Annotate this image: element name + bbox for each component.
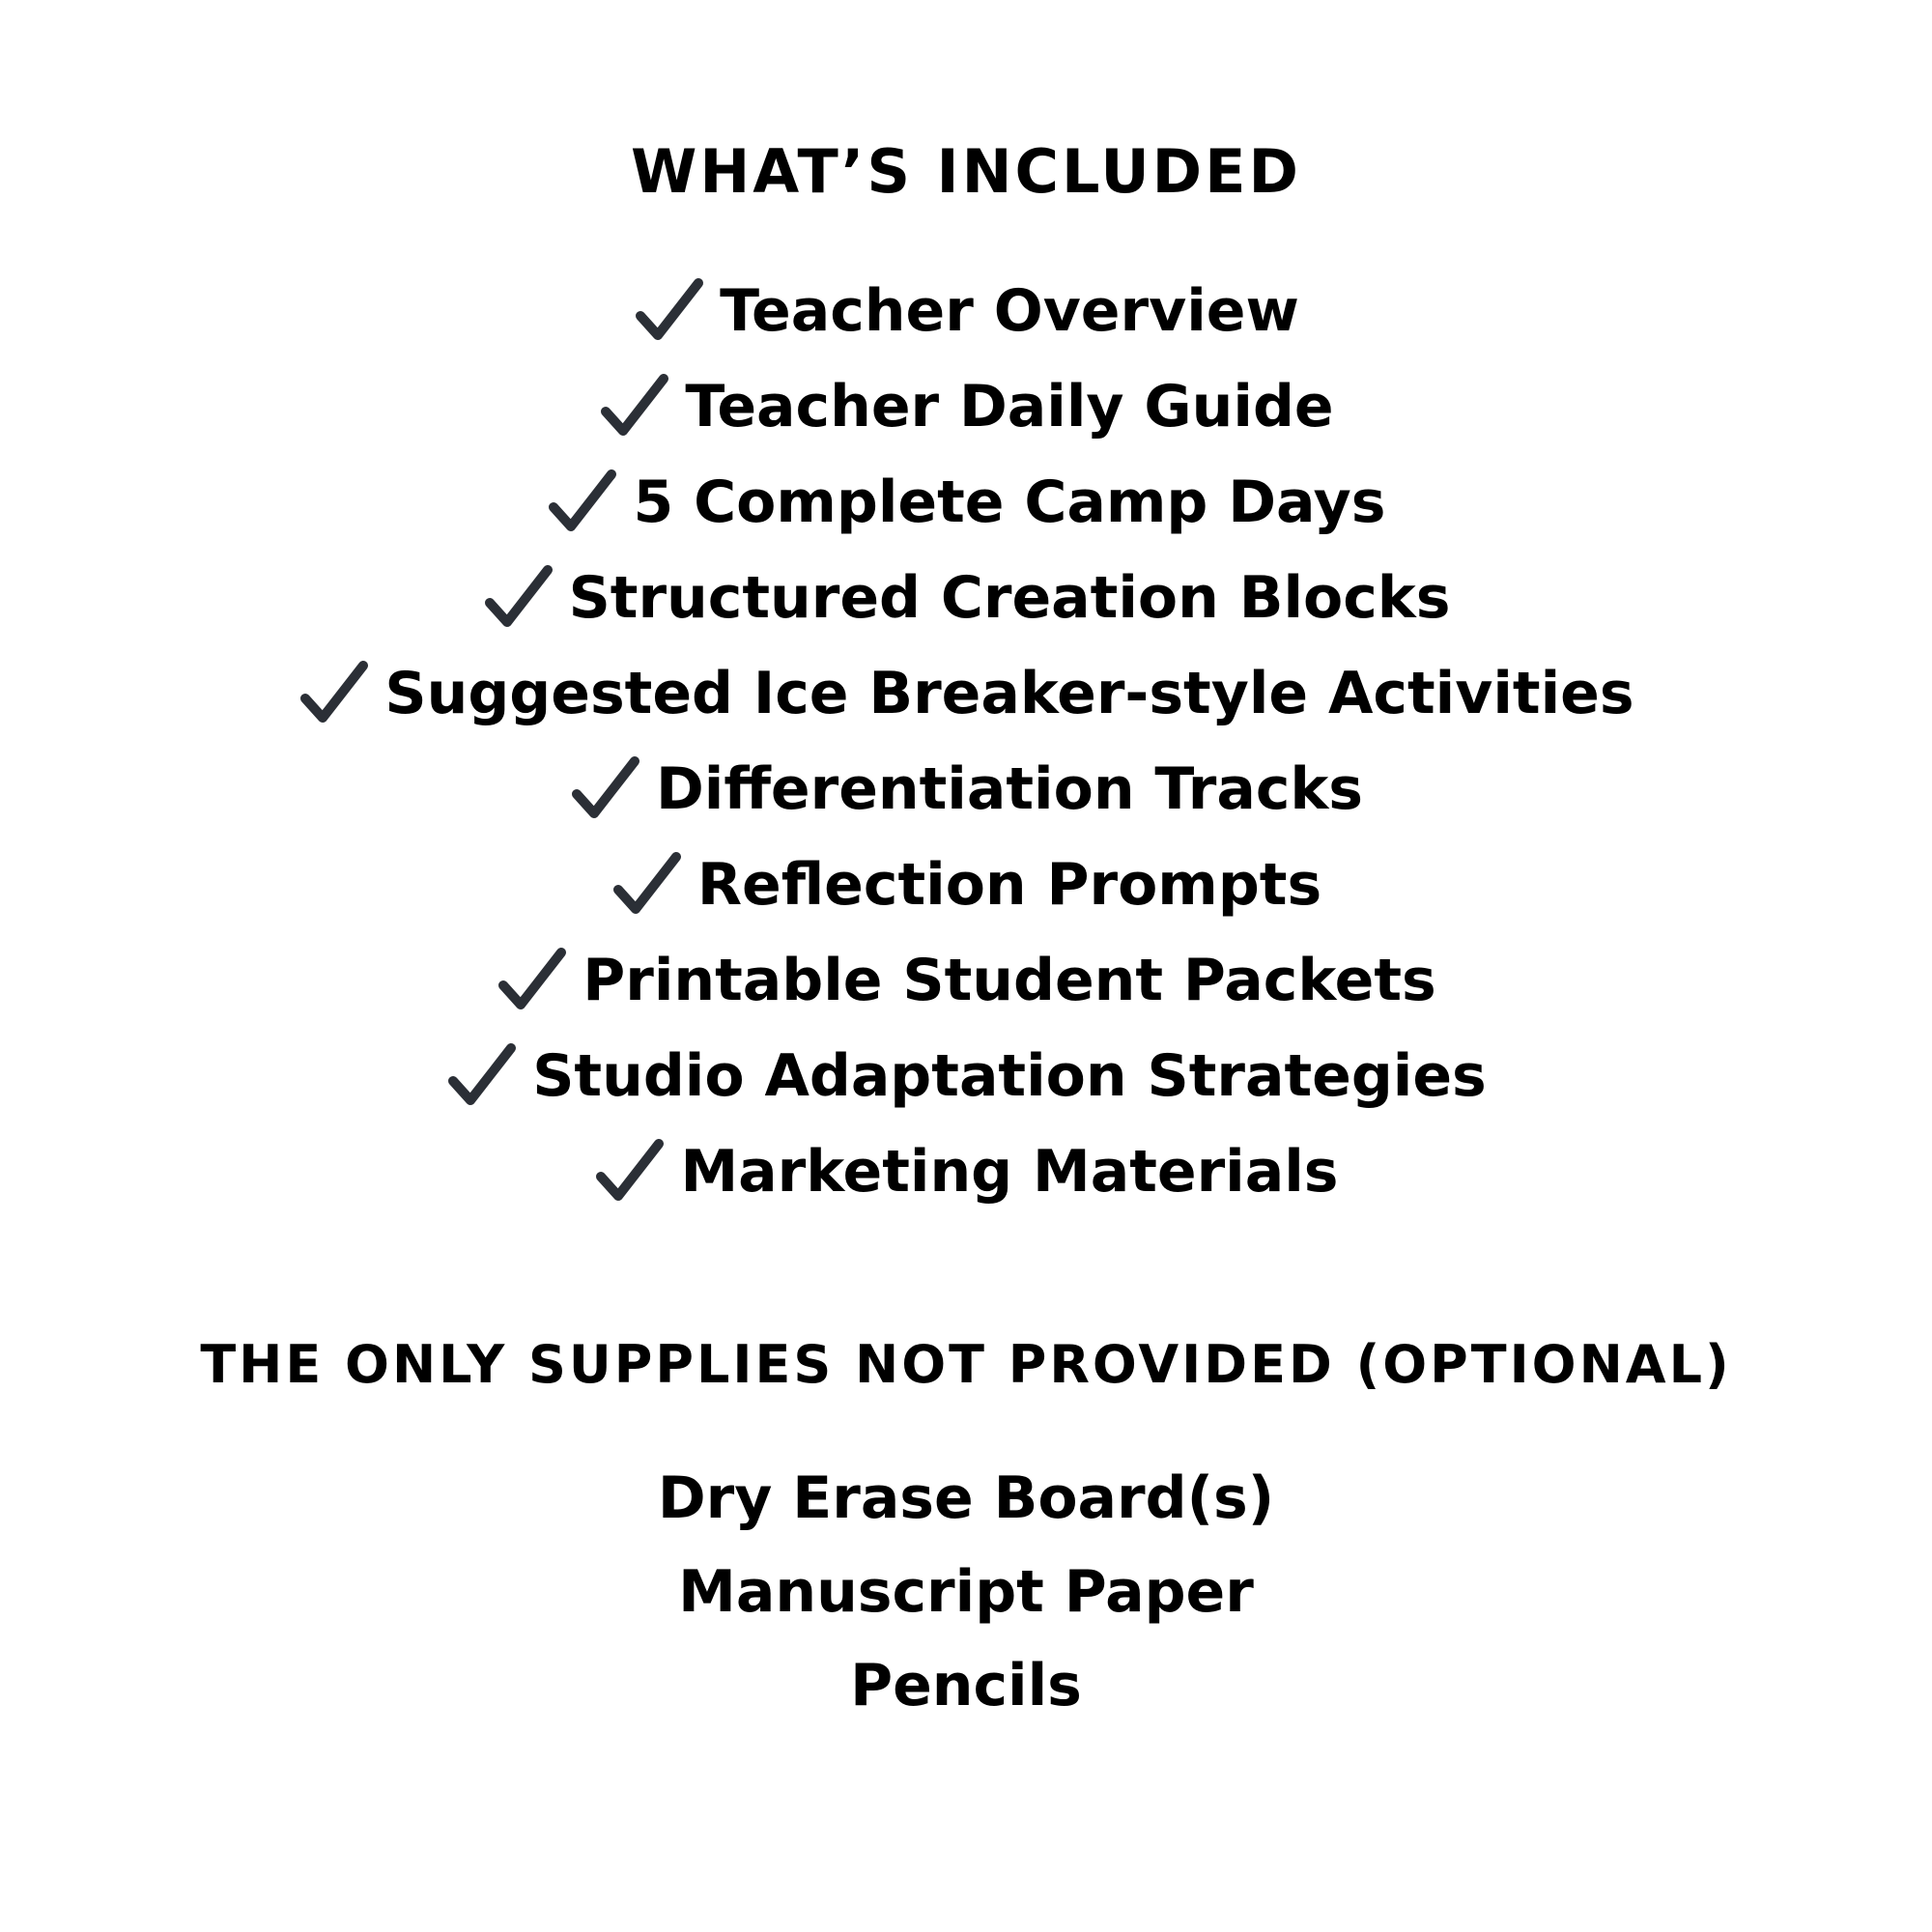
included-item xyxy=(0,454,1932,550)
included-item-label: Differentiation Tracks xyxy=(655,754,1364,823)
supply-item xyxy=(0,1638,1932,1732)
included-item-label: Marketing Materials xyxy=(680,1137,1339,1206)
supplies-not-provided-heading: THE ONLY SUPPLIES NOT PROVIDED (OPTIONAL) xyxy=(200,1334,1732,1395)
included-list xyxy=(0,263,1932,1219)
checkmark-icon xyxy=(482,562,555,634)
included-item-label: Structured Creation Blocks xyxy=(568,563,1451,632)
included-item-label: Studio Adaptation Strategies xyxy=(532,1041,1487,1110)
checkmark-icon xyxy=(611,849,684,921)
checkmark-icon xyxy=(633,275,706,347)
included-item xyxy=(0,837,1932,932)
checkmark-icon xyxy=(593,1136,667,1208)
checkmark-icon xyxy=(546,467,619,538)
checkmark-icon xyxy=(445,1040,519,1112)
included-item xyxy=(0,932,1932,1028)
checkmark-icon xyxy=(598,371,671,442)
included-item xyxy=(0,1123,1932,1219)
checkmark-icon xyxy=(298,658,371,729)
supply-item xyxy=(0,1451,1932,1545)
supply-item-label: Dry Erase Board(s) xyxy=(657,1463,1275,1532)
included-item xyxy=(0,1028,1932,1123)
included-item xyxy=(0,550,1932,645)
supplies-list xyxy=(0,1451,1932,1732)
supply-item-label: Pencils xyxy=(850,1651,1082,1719)
included-item-label: 5 Complete Camp Days xyxy=(633,468,1386,536)
checkmark-icon xyxy=(496,945,569,1016)
supply-item-label: Manuscript Paper xyxy=(678,1557,1254,1626)
included-item-label: Teacher Overview xyxy=(720,276,1299,345)
included-item-label: Teacher Daily Guide xyxy=(685,372,1334,440)
included-item-label: Printable Student Packets xyxy=(582,946,1436,1014)
included-item-label: Suggested Ice Breaker-style Activities xyxy=(384,659,1634,727)
included-item xyxy=(0,263,1932,358)
checkmark-icon xyxy=(569,753,642,825)
included-item xyxy=(0,741,1932,837)
included-item-label: Reflection Prompts xyxy=(696,850,1322,919)
included-item xyxy=(0,645,1932,741)
supply-item xyxy=(0,1545,1932,1638)
included-item xyxy=(0,358,1932,454)
whats-included-heading: WHAT’S INCLUDED xyxy=(631,136,1301,207)
